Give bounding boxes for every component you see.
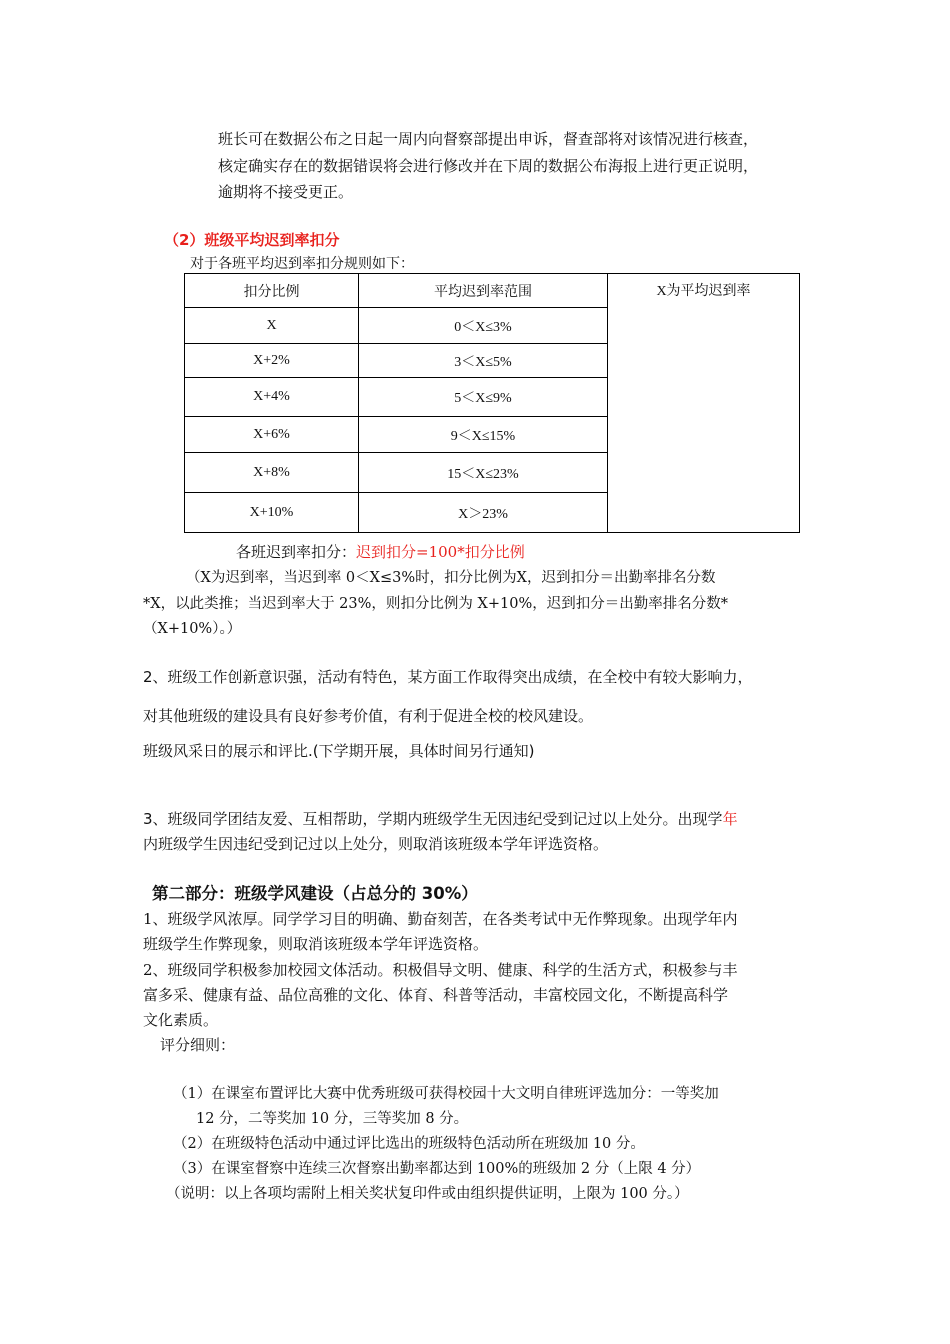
table-cell-ratio: X+10% xyxy=(185,493,359,533)
table-cell-range: X＞23% xyxy=(359,493,608,533)
header-late-rate-range: 平均迟到率范围 xyxy=(359,274,608,308)
item3-line-1-text: 3、班级同学团结友爱、互相帮助，学期内班级学生无因违纪受到记过以上处分。出现学 xyxy=(143,810,723,828)
table-cell-ratio: X xyxy=(185,308,359,344)
table-cell-range: 0＜X≤3% xyxy=(359,308,608,344)
header-x-definition: X为平均迟到率 xyxy=(608,274,800,533)
table-cell-ratio: X+4% xyxy=(185,378,359,417)
item3-highlight: 年 xyxy=(722,810,738,828)
table-intro: 对于各班平均迟到率扣分规则如下： xyxy=(190,256,414,272)
part2-p2-line-1: 2、班级同学积极参加校园文体活动。积极倡导文明、健康、科学的生活方式，积极参与丰 xyxy=(143,961,738,979)
part2-p1-line-1: 1、班级学风浓厚。同学学习目的明确、勤奋刻苦，在各类考试中无作弊现象。出现学年内 xyxy=(143,910,738,928)
formula-value: 迟到扣分=100*扣分比例 xyxy=(356,543,525,561)
table-cell-range: 9＜X≤15% xyxy=(359,417,608,453)
item2-line-3: 班级风采日的展示和评比.(下学期开展，具体时间另行通知) xyxy=(143,742,535,760)
header-deduction-ratio: 扣分比例 xyxy=(185,274,359,308)
item3-line-2: 内班级学生因违纪受到记过以上处分，则取消该班级本学年评选资格。 xyxy=(143,835,609,853)
section-heading-late-rate: （2）班级平均迟到率扣分 xyxy=(164,231,340,249)
appeal-line-2: 核定确实存在的数据错误将会进行修改并在下周的数据公布海报上进行更正说明， xyxy=(218,157,759,175)
formula-line xyxy=(236,541,525,562)
table-cell-ratio: X+2% xyxy=(185,344,359,378)
item3-line-1 xyxy=(143,808,738,829)
appeal-line-1: 班长可在数据公布之日起一周内向督察部提出申诉，督查部将对该情况进行核查， xyxy=(218,130,759,148)
rule-3: （3）在课室督察中连续三次督察出勤率都达到 100%的班级加 2 分（上限 4 分） xyxy=(173,1161,701,1177)
formula-label: 各班迟到率扣分： xyxy=(236,543,357,561)
late-rate-table xyxy=(184,273,800,533)
rules-note: （说明：以上各项均需附上相关奖状复印件或由组织提供证明，上限为 100 分。） xyxy=(166,1186,689,1202)
formula-note-2: *X，以此类推；当迟到率大于 23%，则扣分比例为 X+10%，迟到扣分＝出勤率排名分数* xyxy=(143,596,728,612)
table-cell-range: 3＜X≤5% xyxy=(359,344,608,378)
part2-p1-line-2: 班级学生作弊现象，则取消该班级本学年评选资格。 xyxy=(143,935,489,953)
formula-note-1: （X为迟到率，当迟到率 0＜X≤3%时，扣分比例为X，迟到扣分＝出勤率排名分数 xyxy=(186,570,716,586)
item2-line-2: 对其他班级的建设具有良好参考价值，有利于促进全校的校风建设。 xyxy=(143,707,594,725)
rule-2: （2）在班级特色活动中通过评比选出的班级特色活动所在班级加 10 分。 xyxy=(173,1136,645,1152)
item2-line-1: 2、班级工作创新意识强，活动有特色，某方面工作取得突出成绩，在全校中有较大影响力， xyxy=(143,668,753,686)
part2-p2-line-2: 富多采、健康有益、品位高雅的文化、体育、科普等活动，丰富校园文化，不断提高科学 xyxy=(143,986,729,1004)
rule-1-line-1: （1）在课室布置评比大赛中优秀班级可获得校园十大文明自律班评选加分：一等奖加 xyxy=(173,1086,719,1102)
table-cell-range: 5＜X≤9% xyxy=(359,378,608,417)
rule-1-line-2: 12 分，二等奖加 10 分，三等奖加 8 分。 xyxy=(196,1111,469,1127)
table-cell-ratio: X+8% xyxy=(185,453,359,493)
part2-p2-line-3: 文化素质。 xyxy=(143,1011,219,1029)
scoring-rules-label: 评分细则： xyxy=(160,1036,236,1054)
appeal-line-3: 逾期将不接受更正。 xyxy=(218,183,354,201)
part2-heading: 第二部分：班级学风建设（占总分的 30%） xyxy=(152,884,478,903)
table-cell-ratio: X+6% xyxy=(185,417,359,453)
table-cell-range: 15＜X≤23% xyxy=(359,453,608,493)
table-header-row xyxy=(185,274,800,308)
formula-note-3: （X+10%）。） xyxy=(143,621,242,637)
